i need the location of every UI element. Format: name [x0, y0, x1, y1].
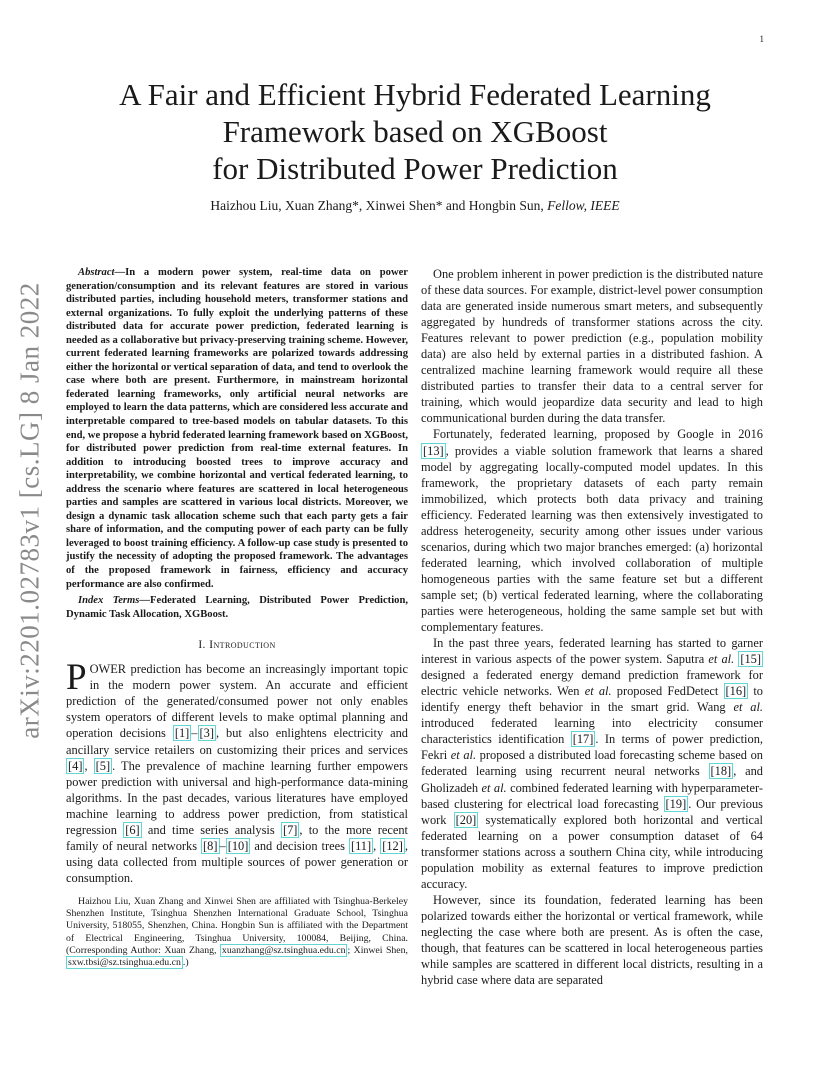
- intro-text: . The prevalence of machine learning further empowers power prediction with universal and high-performance data-mining algorithms. In the past decades, various literatures have employed machine learning to address power prediction, from statistical regression: [66, 758, 408, 837]
- et-al: et al.: [708, 652, 735, 667]
- intro-text: and time series analysis: [141, 822, 281, 837]
- et-al: et al.: [450, 748, 477, 763]
- citation-link[interactable]: [10]: [227, 838, 249, 853]
- body-text: . Our previous work: [421, 796, 763, 827]
- section-heading-introduction: [66, 636, 408, 653]
- footnote-text: Haizhou Liu, Xuan Zhang and Xinwei Shen are affiliated with Tsinghua-Berkeley Shenzhen Institute, Tsinghua Shenzhen International Graduate School, Tsinghua University, 518055, Shenzhen, China. Hongbin Sun is affiliated with the Department of Electrical Engineering, Tsinghua University, 100084, Beijing, China. (Corresponding Author: Xuan Zhang,: [66, 895, 408, 956]
- intro-text: –: [219, 838, 226, 853]
- right-paragraph-4: However, since its foundation, federated learning has been polarized towards either the horizontal or vertical framework, while neglecting the case where both are present. As is often the case, though, that features can be scattered in local heterogeneous parties while samples are scattered in different local districts, resulting in a hybrid case where data are separated: [421, 892, 763, 988]
- body-text: proposed FedDetect: [611, 684, 724, 699]
- first-word-rest: OWER: [89, 662, 127, 677]
- intro-paragraph-1: [66, 657, 409, 886]
- body-text: to identify energy theft behavior in the smart grid. Wang: [421, 684, 763, 715]
- right-column: [421, 266, 763, 988]
- intro-text: –: [191, 726, 198, 741]
- right-paragraph-3: [421, 635, 763, 892]
- citation-link[interactable]: [6]: [125, 822, 140, 837]
- et-al: et al.: [481, 780, 507, 795]
- body-text: combined federated learning with hyperparameter-based clustering for electrical load forecasting: [421, 780, 763, 811]
- email-link[interactable]: xuanzhang@sz.tsinghua.edu.cn: [221, 944, 346, 956]
- footnote-text: ; Xinwei Shen,: [347, 944, 408, 956]
- arxiv-identifier-text: arXiv:2201.02783v1 [cs.LG] 8 Jan 2022: [14, 281, 45, 739]
- citation-link[interactable]: [11]: [350, 838, 372, 853]
- body-text: introduced federated learning into electricity consumer characteristics identification: [421, 716, 763, 747]
- right-paragraph-1: One problem inherent in power prediction is the distributed nature of these data sources. For example, district-level power consumption data are generated inside numerous smart meters, and subsequently aggregated by hundreds of transformer stations across the city. Features relevant to power prediction (e.g., population mobility data) are also held by external parties in a distributed fashion. A centralized machine learning framework would require all these distributed parties to transfer their data to a central server for training, which would jeopardize data security and lead to high communicational burden during the data transfer.: [421, 267, 763, 426]
- title-line-1: A Fair and Efficient Hybrid Federated Learning: [119, 77, 711, 112]
- abstract-lead: Abstract: [78, 267, 115, 278]
- body-text: , provides a viable solution framework that learns a shared model by aggregating locally-computed model updates. In this framework, the proprietary datasets of each party remain immobilized, which protects both data privacy and training efficiency. Federated learning was then extensively investigated to address heterogeneity, security among other issues under various scenarios, during which two major branches emerged: (a) horizontal federated learning, which involved collaboration of multiple homogeneous parties with the same feature set but a different sample set; (b) vertical federated learning, where the collaborating parties were heterogeneous, holding the same sample set but with complementary features.: [421, 443, 763, 635]
- body-text: proposed a distributed load forecasting scheme based on federated learning using recurrent neural networks: [421, 748, 763, 779]
- section-title: Introduction: [209, 637, 276, 652]
- citation-link[interactable]: [3]: [199, 726, 214, 741]
- email-link[interactable]: sxw.tbsi@sz.tsinghua.edu.cn: [68, 956, 181, 968]
- et-al: et al.: [733, 700, 763, 715]
- drop-cap-letter: P: [66, 657, 87, 699]
- right-paragraph-2: [421, 426, 763, 635]
- title-line-3: for Distributed Power Prediction: [212, 151, 618, 186]
- body-text: , and Gholizadeh: [421, 764, 763, 795]
- index-terms-text: —Federated Learning, Distributed Power Prediction, Dynamic Task Allocation, XGBoost.: [66, 595, 408, 620]
- affiliation-footnote: [66, 896, 408, 969]
- section-number: I.: [198, 639, 210, 652]
- abstract-text: —In a modern power system, real-time data on power generation/consumption and its relevant features are stored in various distributed parties, including household meters, transformer stations and external organizations. To fully exploit the underlying patterns of these distributed data for accurate power prediction, federated learning is needed as a collaborative but privacy-preserving training scheme. However, current federated learning frameworks are polarized towards addressing either the horizontal or vertical separation of data, and tend to overlook the case where both are present. Furthermore, in mainstream horizontal federated learning frameworks, only artificial neural networks are employed to learn the data patterns, which are considered less accurate and interpretable compared to tree-based models on tabular datasets. To this end, we propose a hybrid federated learning framework based on XGBoost, for distributed power prediction from real-time external features. In addition to introducing boosted trees to improve accuracy and interpretability, we combine horizontal and vertical federated learning, to address the scenario where features are scattered in local heterogeneous parties and samples are scattered in various local districts. Moreover, we design a dynamic task allocation scheme such that each party gets a fair share of information, and the computing power of each party can be fully leveraged to boost training efficiency. A follow-up case study is presented to justify the necessity of adopting the proposed framework. The advantages of the proposed framework in fairness, efficiency and accuracy performance are also confirmed.: [66, 267, 408, 590]
- index-terms-lead: Index Terms: [78, 595, 140, 607]
- citation-link[interactable]: [5]: [95, 758, 111, 773]
- citation-link[interactable]: [12]: [382, 838, 403, 853]
- author-names: Haizhou Liu, Xuan Zhang*, Xinwei Shen* and Hongbin Sun,: [210, 198, 548, 213]
- citation-link[interactable]: [15]: [740, 652, 761, 667]
- arxiv-identifier-stamp: [8, 281, 52, 739]
- citation-link[interactable]: [20]: [455, 812, 477, 827]
- intro-text: and decision trees: [250, 838, 349, 853]
- footnote-text: .): [182, 956, 189, 968]
- index-terms: [66, 594, 408, 621]
- left-column: [66, 266, 408, 969]
- intro-text: ,: [84, 758, 94, 773]
- abstract: [66, 266, 408, 591]
- citation-link[interactable]: [1]: [174, 726, 190, 741]
- intro-text: prediction has become an increasingly important topic in the modern power system. An accurate and efficient prediction of the generated/consumed power not only enables system operators of different levels to make optimal planning and operation decisions: [66, 662, 408, 741]
- body-text: systematically explored both horizontal and vertical federated learning on a power consumption dataset of 64 transformer stations across a southern China city, while introducing population mobility as external features to improve prediction accuracy.: [421, 812, 763, 891]
- intro-text: ,: [373, 838, 381, 853]
- citation-link[interactable]: [16]: [725, 684, 747, 699]
- page-number: 1: [759, 34, 764, 44]
- author-list: [60, 198, 770, 214]
- body-text: designed a federated energy demand prediction framework for electric vehicle networks. Wen: [421, 668, 763, 699]
- body-text: . In terms of power prediction, Fekri: [421, 732, 763, 763]
- intro-text: , using data collected from multiple sources of power generation or consumption.: [66, 838, 408, 885]
- intro-text: , but also enlightens electricity and ancillary service retailers on customizing their prices and services: [66, 726, 409, 757]
- citation-link[interactable]: [4]: [68, 758, 83, 773]
- citation-link[interactable]: [18]: [710, 764, 732, 779]
- citation-link[interactable]: [7]: [282, 822, 298, 837]
- citation-link[interactable]: [13]: [423, 443, 444, 458]
- citation-link[interactable]: [17]: [572, 732, 594, 747]
- et-al: et al.: [584, 684, 612, 699]
- body-text: Fortunately, federated learning, proposed by Google in 2016: [433, 427, 763, 442]
- citation-link[interactable]: [19]: [665, 796, 687, 811]
- body-text: In the past three years, federated learning has started to garner interest in various aspects of the power system. Saputra: [421, 636, 763, 667]
- title-line-2: Framework based on XGBoost: [222, 114, 608, 149]
- author-fellow-title: Fellow, IEEE: [547, 198, 620, 213]
- paper-title: [60, 76, 770, 187]
- citation-link[interactable]: [8]: [203, 838, 218, 853]
- intro-text: , to the more recent family of neural networks: [66, 822, 408, 853]
